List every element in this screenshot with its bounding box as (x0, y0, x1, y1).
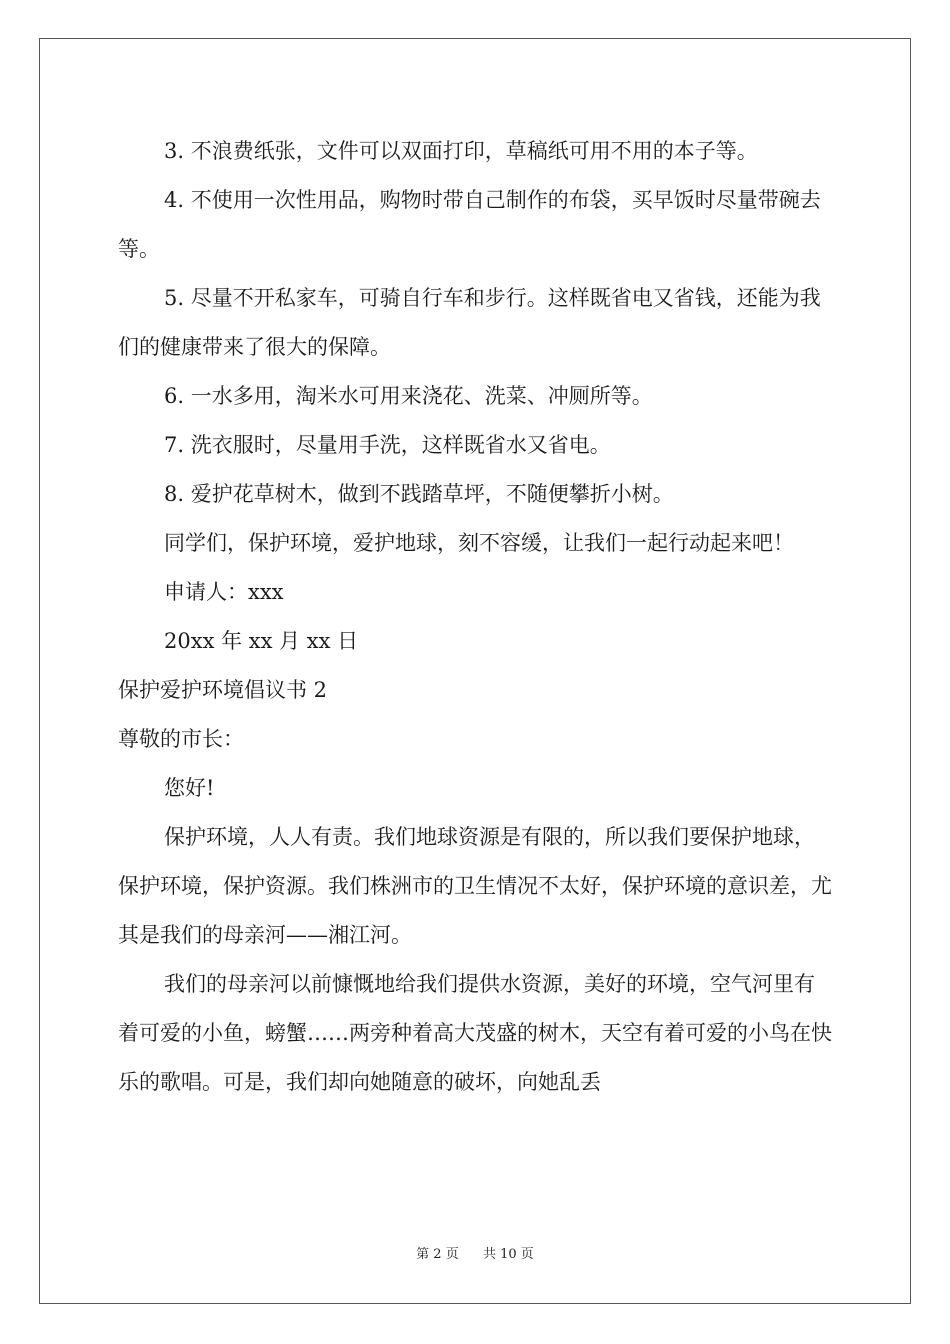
greeting-line: 您好! (164, 776, 215, 800)
body-paragraph-2: 我们的母亲河以前慷慨地给我们提供水资源，美好的环境，空气河里有着可爱的小鱼，螃蟹……两旁种着高大茂盛的树木，天空有着可爱的小鸟在快乐的歌唱。可是，我们却向她随意的破坏，向她乱丢 (118, 972, 832, 1094)
section-title: 保护爱护环境倡议书 2 (118, 678, 328, 702)
salutation-line: 尊敬的市长： (118, 727, 244, 751)
paragraph-item-3: 3. 不浪费纸张，文件可以双面打印，草稿纸可用不用的本子等。 (164, 139, 758, 163)
page-footer (0, 1243, 950, 1262)
paragraph-item-7: 7. 洗衣服时，尽量用手洗，这样既省水又省电。 (164, 433, 611, 457)
date-line: 20xx 年 xx 月 xx 日 (164, 629, 359, 653)
page-total: 共 10 页 (483, 1247, 534, 1262)
applicant-line: 申请人：xxx (164, 580, 284, 604)
body-paragraph-1: 保护环境，人人有责。我们地球资源是有限的，所以我们要保护地球，保护环境，保护资源。我们株洲市的卫生情况不太好，保护环境的意识差，尤其是我们的母亲河——湘江河。 (118, 825, 832, 947)
paragraph-item-6: 6. 一水多用，淘米水可用来浇花、洗菜、冲厕所等。 (164, 384, 653, 408)
document-body (118, 127, 834, 1107)
closing-call-paragraph: 同学们，保护环境，爱护地球，刻不容缓，让我们一起行动起来吧！ (164, 531, 794, 555)
page-number: 第 2 页 (416, 1247, 459, 1262)
paragraph-item-8: 8. 爱护花草树木，做到不践踏草坪，不随便攀折小树。 (164, 482, 674, 506)
paragraph-item-4: 4. 不使用一次性用品，购物时带自己制作的布袋，买早饭时尽量带碗去等。 (118, 188, 821, 261)
paragraph-item-5: 5. 尽量不开私家车，可骑自行车和步行。这样既省电又省钱，还能为我们的健康带来了很大的保障。 (118, 286, 821, 359)
